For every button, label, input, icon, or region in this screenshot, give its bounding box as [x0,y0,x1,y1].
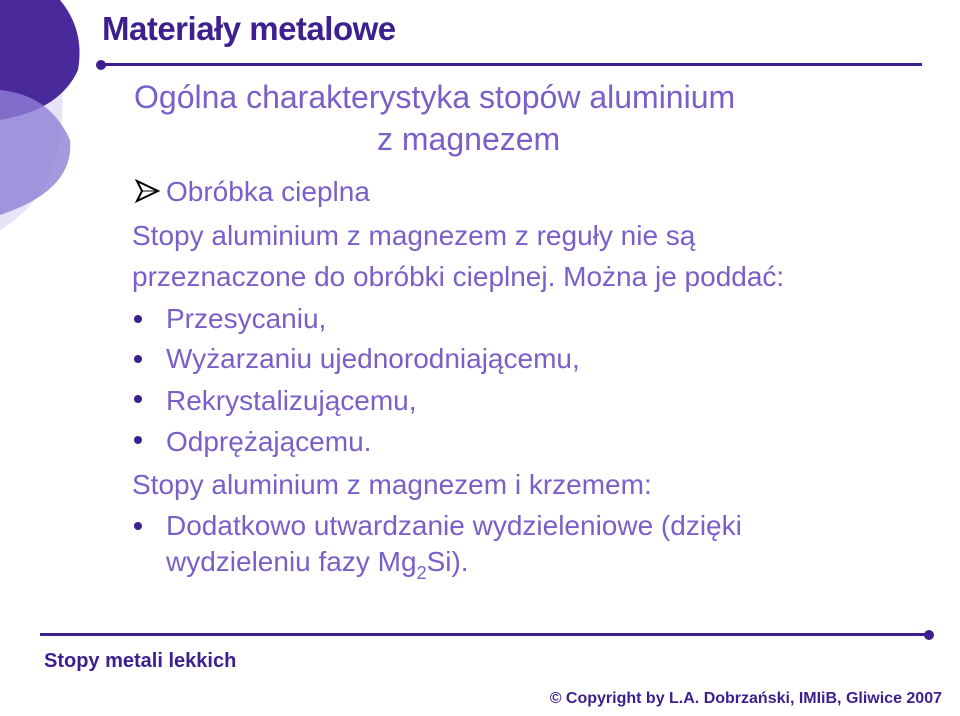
bullet-dot [134,315,142,323]
subtitle-line-2: z magnezem [377,121,561,157]
bullet-5-line-1: Dodatkowo utwardzanie wydzieleniowe (dzięki [166,510,742,541]
footer-copyright: © Copyright by L.A. Dobrzański, IMIiB, Gliwice 2007 [549,690,942,707]
bullet-dot [134,522,142,530]
bottom-divider-dot [924,630,934,640]
top-divider [102,63,922,66]
bottom-divider [40,633,928,636]
bullet-item: Wyżarzaniu ujednorodniającemu, [166,343,580,374]
footer-course-title: Stopy metali lekkich [44,650,237,672]
bullet-item: Odprężającemu. [166,426,372,457]
arrow-bullet-icon [134,178,162,204]
paragraph-1-line-1: Stopy aluminium z magnezem z reguły nie są [132,220,696,251]
bullet-item: Przesycaniu, [166,303,327,334]
subtitle-line-1: Ogólna charakterystyka stopów aluminium [134,79,736,115]
bullet-5-line-2 [166,545,469,582]
slide-title: Materiały metalowe [102,10,396,47]
bullet-dot [134,355,142,363]
section-heading: Obróbka cieplna [166,176,370,207]
bullet-dot [134,395,142,403]
top-divider-dot [96,60,106,70]
paragraph-2: Stopy aluminium z magnezem i krzemem: [132,469,652,500]
paragraph-1-line-2: przeznaczone do obróbki cieplnej. Można je poddać: [132,261,785,292]
bullet-item: Rekrystalizującemu, [166,385,417,416]
bullet-5-text-post: Si). [426,546,469,577]
bullet-dot [134,436,142,444]
subscript-2: 2 [416,563,427,583]
bullet-5-text-pre: wydzieleniu fazy Mg [166,546,417,577]
corner-decoration [0,0,110,230]
